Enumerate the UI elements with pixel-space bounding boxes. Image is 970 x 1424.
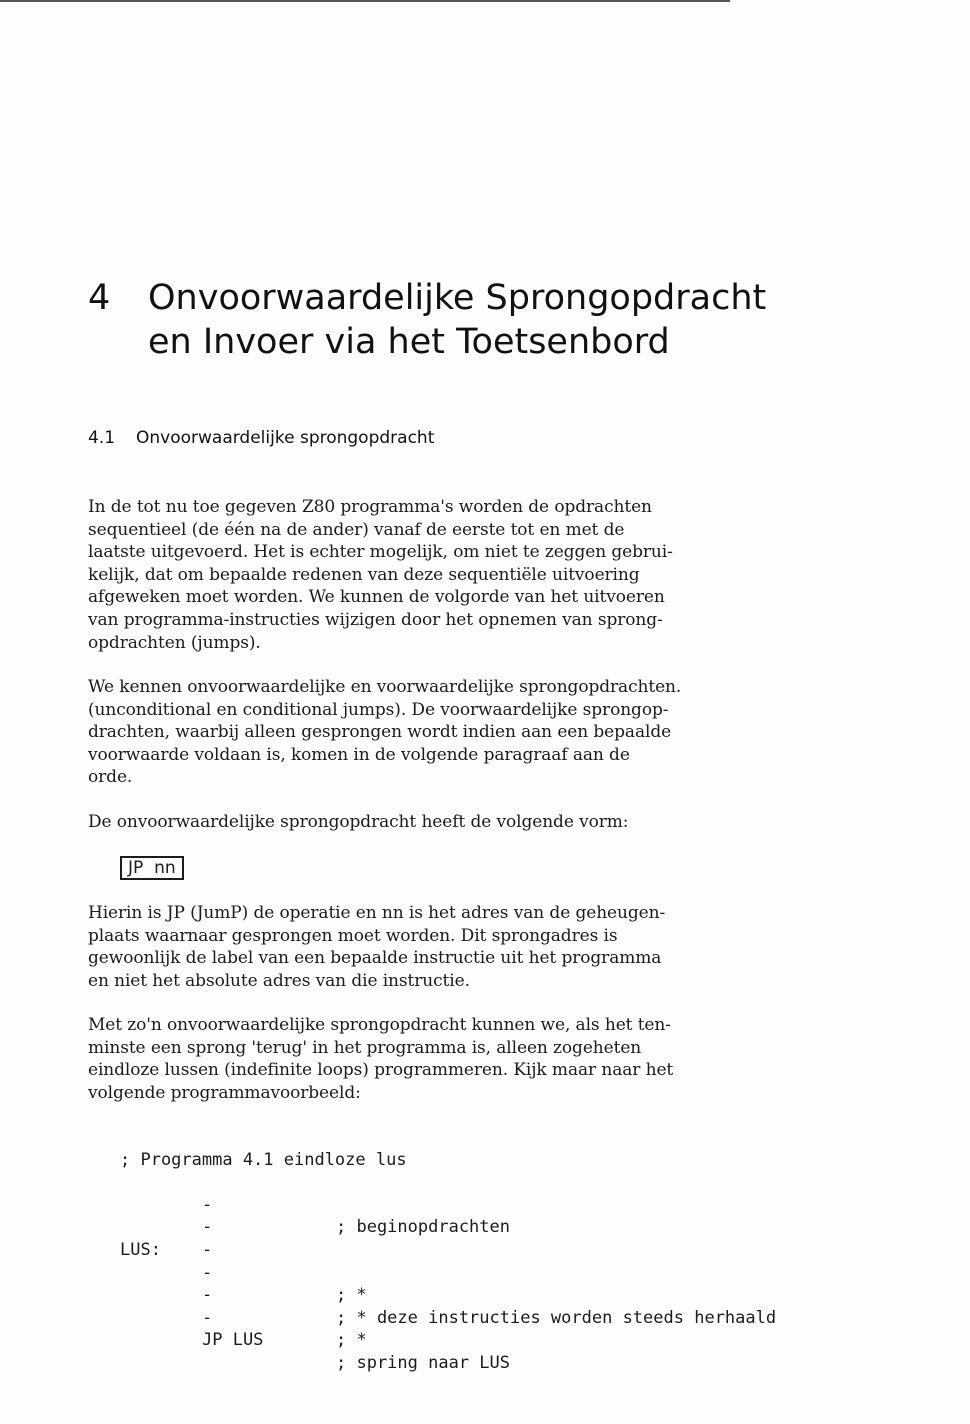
code-comment: ; beginopdrachten [336,1217,510,1238]
code-instruction: - [202,1217,213,1238]
paragraph-form: De onvoorwaardelijke sprongopdracht heeft de volgende vorm: [88,812,629,832]
chapter-title-line-2: en Invoer via het Toetsenbord [148,322,670,362]
code-comment: ; * deze instructies worden steeds herhaald [336,1307,777,1328]
section-title: Onvoorwaardelijke sprongopdracht [136,428,435,448]
code-listing [120,1126,777,1373]
paragraph-loops: Met zo'n onvoorwaardelijke sprongopdracht kunnen we, als het ten- minste een sprong 'terug' in het programma is, alleen zogeheten eindloze lussen (indefinite loops) programmeren. Kijk maar naar het volgende programmavoorbeeld: [88,1015,674,1103]
code-instruction: - [202,1307,213,1328]
chapter-number: 4 [88,278,111,318]
section-heading [88,428,434,448]
code-instruction: ; Programma 4.1 eindloze lus [120,1149,407,1170]
code-instruction: JP LUS [202,1330,264,1351]
code-instruction: - [202,1285,213,1306]
code-line [120,1216,367,1306]
code-label: LUS: [120,1239,161,1260]
code-comment: ; * [336,1285,367,1306]
code-instruction: - [202,1194,213,1215]
paragraph-explanation: Hierin is JP (JumP) de operatie en nn is het adres van de geheugen- plaats waarnaar gesprongen moet worden. Dit sprongadres is gewoonlijk de label van een bepaalde instructie uit het programma en niet het absolute adres van die instructie. [88,903,666,991]
code-instruction: - [202,1239,213,1260]
paragraph-jump-types: We kennen onvoorwaardelijke en voorwaardelijke sprongopdrachten. (unconditional en conditional jumps). De voorwaardelijke sprongop- drachten, waarbij alleen gesprongen wordt indien aan een bepaalde voorwaarde voldaan is, komen in de volgende paragraaf aan de orde. [88,677,682,788]
code-line [120,1171,213,1238]
code-line [120,1239,777,1328]
chapter-title-line-1: Onvoorwaardelijke Sprongopdracht [148,278,767,318]
page-top-border [0,0,730,2]
syntax-box: JP nn [120,856,184,880]
section-number: 4.1 [88,428,116,448]
code-comment: ; * [336,1330,367,1351]
paragraph-intro: In de tot nu toe gegeven Z80 programma's worden de opdrachten sequentieel (de één na de ander) vanaf de eerste tot en met de laatste uitgevoerd. Het is echter mogelijk, om niet te zeggen gebrui- kelijk, dat om bepaalde redenen van deze sequentiële uitvoering afgeweken moet worden. We kunnen de volgorde van het uitvoeren van programma-instructies wijzigen door het opnemen van sprong- opdrachten (jumps). [88,497,673,653]
code-comment: ; spring naar LUS [336,1352,510,1373]
code-line [120,1284,510,1373]
code-instruction: - [202,1262,213,1283]
code-line [120,1126,407,1170]
